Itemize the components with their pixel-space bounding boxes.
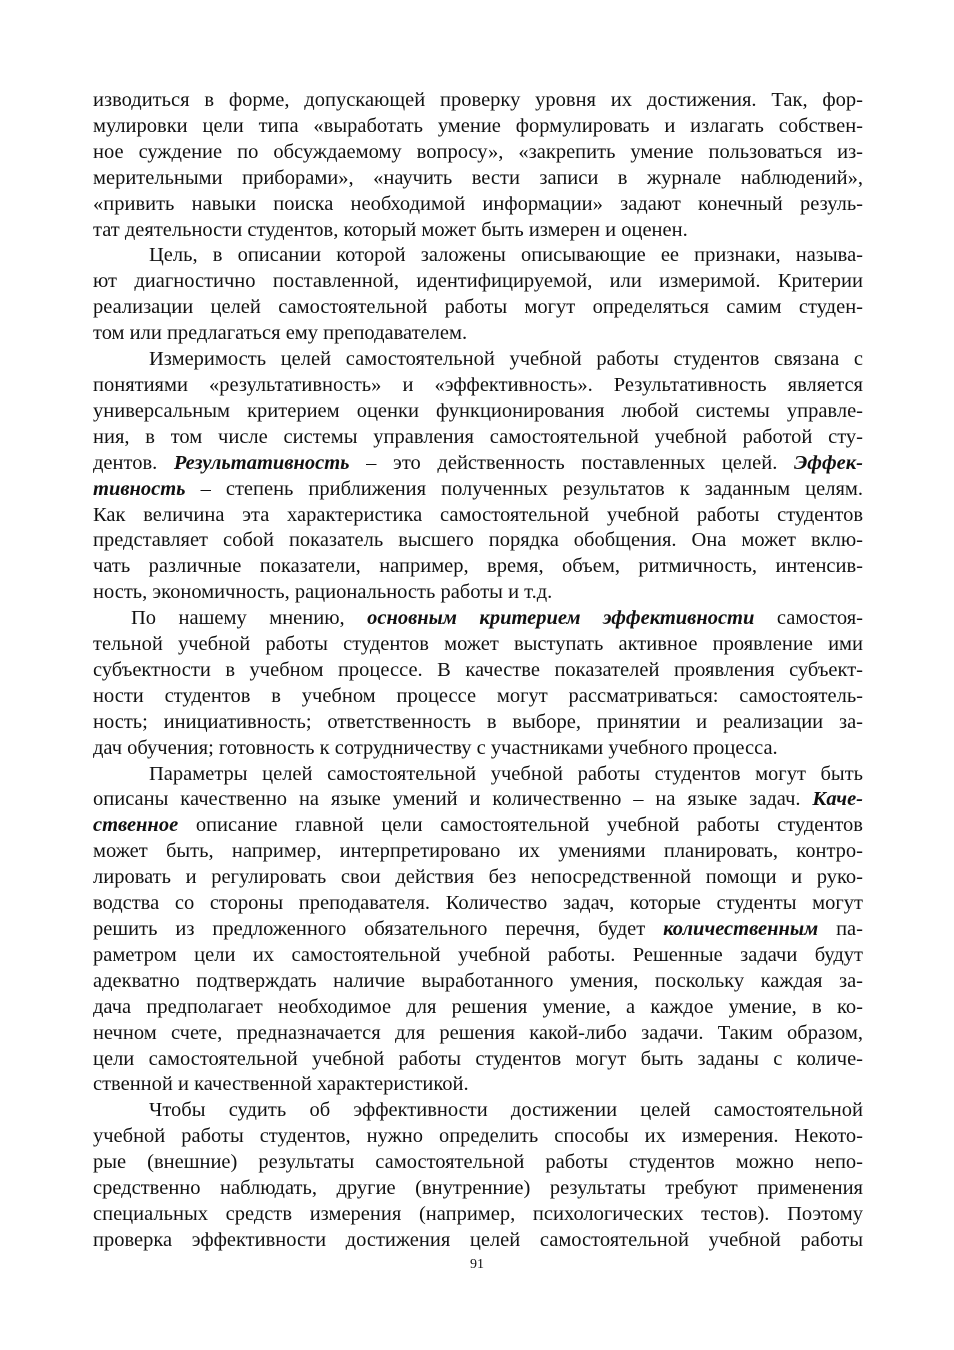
text-run: описаны качественно на языке умений и количественно – на языке задач.: [93, 788, 813, 811]
text-line: [93, 503, 863, 529]
text-line: [93, 192, 863, 218]
text-run: Измеримость целей самостоятельной учебной работы студентов связана с: [149, 348, 863, 371]
text-run: па-: [818, 918, 863, 940]
text-run: «привить навыки поиска необходимой информации» задают конечный резуль-: [93, 192, 863, 215]
text-line: [93, 1047, 863, 1073]
emphasized-term: тивность: [93, 477, 186, 500]
document-page: [93, 88, 863, 1254]
text-line: [93, 891, 863, 917]
text-run: Чтобы судить об эффективности достижении целей самостоятельной: [149, 1099, 863, 1122]
text-run: представляет собой показатель высшего порядка обобщения. Она может вклю-: [93, 529, 863, 552]
text-run: изводиться в форме, допускающей проверку уровня их достижения. Так, фор-: [93, 89, 863, 111]
text-run: может быть, например, интерпретировано их умениями планировать, контро-: [93, 840, 863, 863]
text-run: средственно наблюдать, другие (внутренние) результаты требуют применения: [93, 1177, 863, 1200]
text-run: ственной и качественной характеристикой.: [93, 1073, 469, 1096]
text-line: [93, 114, 863, 140]
text-run: цели самостоятельной учебной работы студентов могут быть заданы с количе-: [93, 1047, 863, 1070]
text-line: [93, 1124, 863, 1150]
text-run: Цель, в описании которой заложены описывающие ее признаки, называ-: [149, 244, 863, 267]
paragraph: [93, 606, 863, 761]
text-run: – это действенность поставленных целей.: [349, 451, 794, 474]
text-run: дач обучения; готовность к сотрудничеству с участниками учебного процесса.: [93, 736, 778, 759]
text-line: [93, 606, 863, 632]
text-run: реализации целей самостоятельной работы могут определяться самим студен-: [93, 296, 863, 319]
text-line: [93, 425, 863, 451]
text-line: [93, 321, 863, 347]
text-run: тельной учебной работы студентов может выступать активное проявление ими: [93, 633, 863, 656]
text-run: адекватно подтверждать наличие выработанного умения, поскольку каждая за-: [93, 969, 863, 992]
emphasized-term: количественным: [663, 918, 819, 940]
text-run: понятиями «результативность» и «эффективность». Результативность является: [93, 373, 863, 396]
emphasized-term: основным критерием эффективности: [367, 607, 755, 630]
text-run: тат деятельности студентов, который может быть измерен и оценен.: [93, 218, 688, 241]
text-line: [93, 1150, 863, 1176]
emphasized-term: Каче-: [812, 788, 863, 811]
text-run: мерительными приборами», «научить вести записи в журнале наблюдений»,: [93, 166, 863, 189]
text-run: По нашему мнению,: [131, 607, 368, 630]
text-run: описание главной цели самостоятельной учебной работы студентов: [178, 814, 863, 837]
text-run: мулировки цели типа «выработать умение формулировать и излагать собствен-: [93, 114, 863, 137]
text-run: универсальным критерием оценки функционирования любой системы управле-: [93, 399, 863, 422]
text-run: лировать и регулировать свои действия без непосредственной помощи и руко-: [93, 866, 863, 889]
text-run: самостоя-: [754, 607, 863, 630]
text-run: водства со стороны преподавателя. Количество задач, которые студенты могут: [93, 892, 863, 915]
text-run: ное суждение по обсуждаемому вопросу», «закрепить умение пользоваться из-: [93, 140, 863, 163]
text-run: учебной работы студентов, нужно определить способы их измерения. Некото-: [93, 1125, 863, 1148]
text-line: [93, 969, 863, 995]
text-run: проверка эффективности достижения целей самостоятельной учебной работы: [93, 1228, 863, 1251]
text-line: [93, 218, 863, 244]
text-line: [93, 269, 863, 295]
text-run: ность; инициативность; ответственность в выборе, принятии и реализации за-: [93, 710, 863, 733]
text-run: том или предлагаться ему преподавателем.: [93, 322, 468, 345]
text-line: [93, 477, 863, 503]
text-line: [93, 399, 863, 425]
text-line: [93, 528, 863, 554]
text-run: раметром цели их самостоятельной учебной работы. Решенные задачи будут: [93, 943, 863, 966]
paragraph: [93, 88, 863, 243]
text-line: [93, 995, 863, 1021]
text-run: Как величина эта характеристика самостоятельной учебной работы студентов: [93, 503, 863, 526]
text-line: [93, 762, 863, 788]
text-line: [93, 140, 863, 166]
text-line: [93, 554, 863, 580]
text-run: дача предполагает необходимое для решения умение, а каждое умение, в ко-: [93, 995, 863, 1018]
text-line: [93, 736, 863, 762]
text-line: [93, 88, 863, 114]
text-run: ния, в том числе системы управления самостоятельной учебной работой сту-: [93, 425, 863, 448]
emphasized-term: Эффек-: [793, 451, 863, 474]
text-line: [93, 1098, 863, 1124]
text-line: [93, 166, 863, 192]
text-line: [93, 347, 863, 373]
text-line: [93, 295, 863, 321]
text-line: [93, 1176, 863, 1202]
text-run: ют диагностично поставленной, идентифицируемой, или измеримой. Критерии: [93, 270, 863, 293]
paragraph: [93, 243, 863, 347]
text-line: [93, 917, 863, 943]
text-run: ность, экономичность, рациональность работы и т.д.: [93, 581, 553, 604]
paragraph: [93, 347, 863, 606]
text-run: субъектности в учебном процессе. В качестве показателей проявления субъект-: [93, 658, 863, 681]
text-run: Параметры целей самостоятельной учебной работы студентов могут быть: [149, 762, 863, 785]
text-line: [93, 1228, 863, 1254]
text-line: [93, 1072, 863, 1098]
text-run: специальных средств измерения (например, психологических тестов). Поэтому: [93, 1202, 863, 1225]
text-line: [93, 373, 863, 399]
text-line: [93, 1202, 863, 1228]
text-run: рые (внешние) результаты самостоятельной работы студентов можно непо-: [93, 1151, 863, 1174]
text-line: [93, 684, 863, 710]
text-run: ности студентов в учебном процессе могут рассматриваться: самостоятель-: [93, 684, 863, 707]
text-line: [93, 865, 863, 891]
text-line: [93, 632, 863, 658]
text-line: [93, 580, 863, 606]
page-number: 91: [470, 1257, 484, 1272]
text-line: [93, 1021, 863, 1047]
text-line: [93, 243, 863, 269]
emphasized-term: Результативность: [173, 451, 350, 474]
paragraph: [93, 762, 863, 1099]
paragraph: [93, 1098, 863, 1253]
text-line: [93, 813, 863, 839]
text-line: [93, 710, 863, 736]
text-run: дентов.: [93, 451, 174, 474]
text-line: [93, 658, 863, 684]
text-run: нечном счете, предназначается для решения какой-либо задачи. Таким образом,: [93, 1021, 863, 1044]
emphasized-term: ственное: [93, 814, 179, 837]
text-line: [93, 451, 863, 477]
text-run: чать различные показатели, например, время, объем, ритмичность, интенсив-: [93, 555, 863, 578]
text-line: [93, 943, 863, 969]
text-run: решить из предложенного обязательного перечня, будет: [93, 918, 664, 940]
text-run: – степень приближения полученных результатов к заданным целям.: [185, 477, 863, 500]
text-line: [93, 787, 863, 813]
text-line: [93, 839, 863, 865]
